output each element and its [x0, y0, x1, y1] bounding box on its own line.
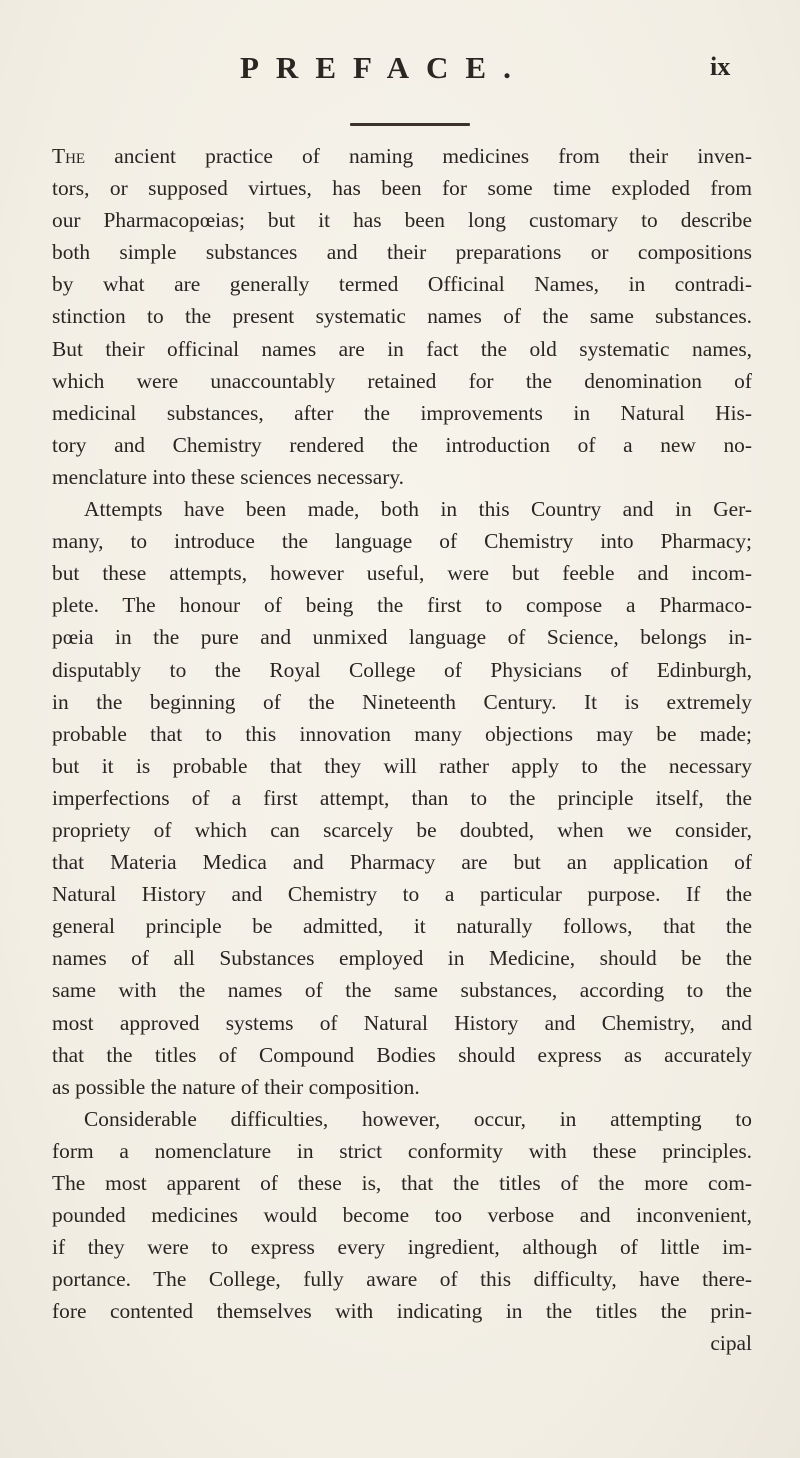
text-line: pounded medicines would become too verbose and inconvenient, — [52, 1203, 752, 1228]
text-line: form a nomenclature in strict conformity with these principles. — [52, 1138, 752, 1163]
text-line: probable that to this innovation many objections may be made; — [52, 721, 752, 746]
text-line: pœia in the pure and unmixed language of Science, belongs in- — [52, 625, 752, 650]
text-line: propriety of which can scarcely be doubted, when we consider, — [52, 817, 752, 842]
text-line: our Pharmacopœias; but it has been long customary to describe — [52, 208, 752, 233]
text-line: The ancient practice of naming medicines from their inven- — [52, 144, 752, 168]
text-line: by what are generally termed Officinal Names, in contradi- — [52, 272, 752, 297]
text-line: same with the names of the same substances, according to the — [52, 978, 752, 1003]
text-line: if they were to express every ingredient, although of little im- — [52, 1235, 752, 1260]
text-line: as possible the nature of their composition. — [52, 1074, 420, 1099]
body-text — [52, 140, 752, 1360]
text-line: portance. The College, fully aware of this difficulty, have there- — [52, 1267, 752, 1292]
text-line: disputably to the Royal College of Physicians of Edinburgh, — [52, 657, 752, 682]
text-line: medicinal substances, after the improvements in Natural His- — [52, 400, 752, 425]
text-line: Considerable difficulties, however, occur, in attempting to — [84, 1106, 752, 1131]
text-line: names of all Substances employed in Medicine, should be the — [52, 946, 752, 971]
text-line: which were unaccountably retained for the denomination of — [52, 368, 752, 393]
page-number: ix — [710, 52, 731, 81]
text-line: But their officinal names are in fact the old systematic names, — [52, 336, 752, 361]
text-line: Attempts have been made, both in this Country and in Ger- — [84, 497, 752, 522]
running-head — [0, 50, 800, 90]
text-line: in the beginning of the Nineteenth Century. It is extremely — [52, 689, 752, 714]
text-line: plete. The honour of being the first to compose a Pharmaco- — [52, 593, 752, 618]
text-line: most approved systems of Natural History and Chemistry, and — [52, 1010, 752, 1035]
text-line: Natural History and Chemistry to a particular purpose. If the — [52, 882, 752, 907]
text-line: many, to introduce the language of Chemistry into Pharmacy; — [52, 529, 752, 554]
text-line: fore contented themselves with indicating in the titles the prin- — [52, 1299, 752, 1324]
text-line: stinction to the present systematic names of the same substances. — [52, 304, 752, 329]
text-line: but these attempts, however useful, were but feeble and incom- — [52, 561, 752, 586]
text-line: tory and Chemistry rendered the introduction of a new no- — [52, 432, 752, 457]
drop-word: The — [52, 144, 86, 168]
page-title: PREFACE. — [240, 50, 528, 85]
header-rule — [350, 123, 470, 126]
text-line: that Materia Medica and Pharmacy are but an application of — [52, 850, 752, 875]
text-line: but it is probable that they will rather apply to the necessary — [52, 753, 752, 778]
text-line: imperfections of a first attempt, than to the principle itself, the — [52, 785, 752, 810]
text-line: menclature into these sciences necessary. — [52, 464, 404, 489]
text-line: both simple substances and their preparations or compositions — [52, 240, 752, 265]
text-line: tors, or supposed virtues, has been for some time exploded from — [52, 176, 752, 201]
catchword: cipal — [710, 1331, 752, 1356]
text-line: The most apparent of these is, that the titles of the more com- — [52, 1171, 752, 1195]
text-line: general principle be admitted, it naturally follows, that the — [52, 914, 752, 939]
text-line: that the titles of Compound Bodies should express as accurately — [52, 1042, 752, 1067]
